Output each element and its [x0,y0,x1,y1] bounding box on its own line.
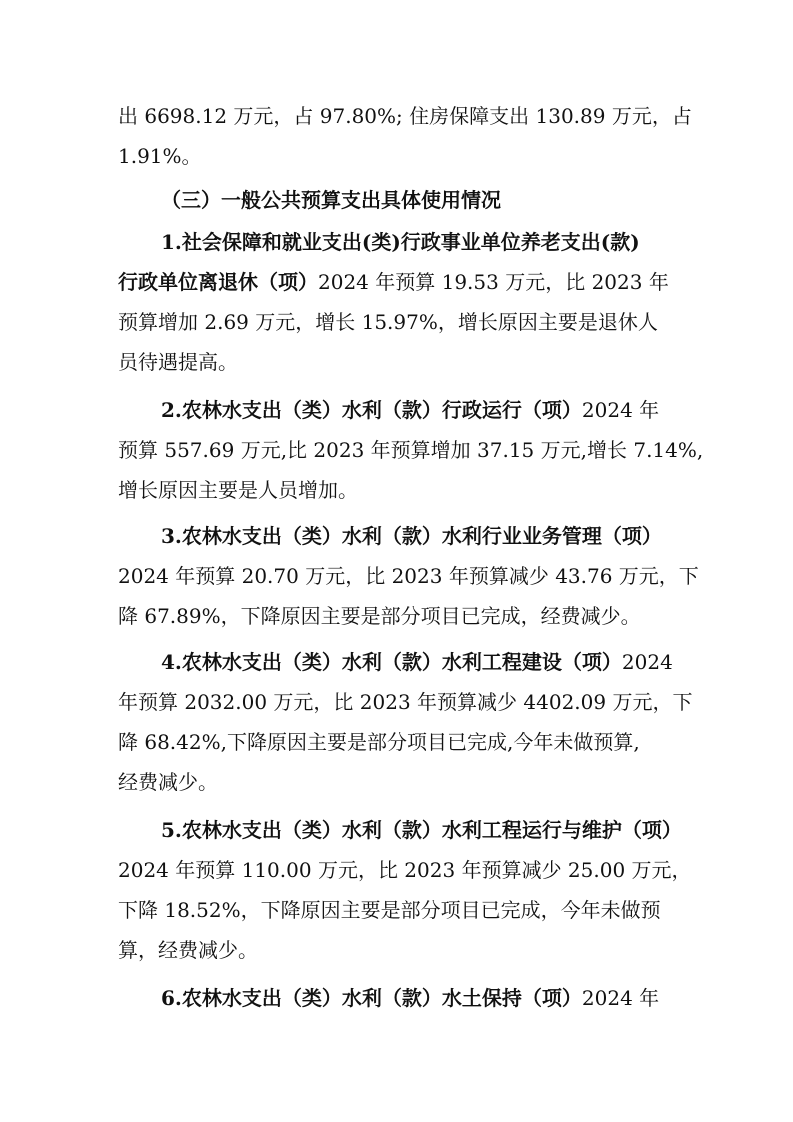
item-2-paragraph [118,390,704,510]
item-text: 2024 年 [581,986,660,1010]
item-5-paragraph [118,810,692,970]
text-line: 经费减少。 [118,770,218,794]
text-line: 降 68.42%,下降原因主要是部分项目已完成,今年未做预算, [118,730,640,754]
text-line [118,810,682,850]
item-3-paragraph [118,516,699,636]
item-4-paragraph [118,642,693,802]
item-1-paragraph [118,222,678,382]
item-text: 2024 年预算 19.53 万元，比 2023 年 [318,270,669,294]
item-text: 2024 年 [581,398,660,422]
text-line [118,262,678,302]
text-line [118,222,678,262]
item-title: 4.农林水支出（类）水利（款）水利工程建设（项） [161,650,622,674]
section-heading [118,180,678,220]
text-line: 出 6698.12 万元，占 97.80%; 住房保障支出 130.89 万元，占 [118,104,692,128]
item-6-paragraph [118,978,678,1018]
item-title: 行政单位离退休（项） [118,270,318,294]
item-text: 2024 [621,650,673,674]
text-line: 2024 年预算 110.00 万元，比 2023 年预算减少 25.00 万元， [118,858,692,882]
item-title: 2.农林水支出（类）水利（款）行政运行（项） [161,398,582,422]
text-line: 预算增加 2.69 万元，增长 15.97%，增长原因主要是退休人 [118,310,658,334]
text-line: 算，经费减少。 [118,938,258,962]
intro-paragraph [118,96,692,176]
text-line: 降 67.89%，下降原因主要是部分项目已完成，经费减少。 [118,604,641,628]
item-title: 3.农林水支出（类）水利（款）水利行业业务管理（项） [161,524,662,548]
item-title: 6.农林水支出（类）水利（款）水土保持（项） [161,986,582,1010]
text-line [118,390,678,430]
item-title: 1.社会保障和就业支出(类)行政事业单位养老支出(款) [161,230,640,254]
text-line: 员待遇提高。 [118,350,238,374]
text-line [118,642,678,682]
text-line: 2024 年预算 20.70 万元，比 2023 年预算减少 43.76 万元，下 [118,564,699,588]
section-heading-text: （三）一般公共预算支出具体使用情况 [161,188,501,212]
text-line: 年预算 2032.00 万元，比 2023 年预算减少 4402.09 万元，下 [118,690,693,714]
text-line: 预算 557.69 万元,比 2023 年预算增加 37.15 万元,增长 7.14%, [118,438,704,462]
text-line: 增长原因主要是人员增加。 [118,478,358,502]
text-line [118,978,678,1018]
item-title: 5.农林水支出（类）水利（款）水利工程运行与维护（项） [161,818,682,842]
text-line: 下降 18.52%，下降原因主要是部分项目已完成，今年未做预 [118,898,661,922]
text-line: 1.91%。 [118,144,202,168]
text-line [118,516,678,556]
